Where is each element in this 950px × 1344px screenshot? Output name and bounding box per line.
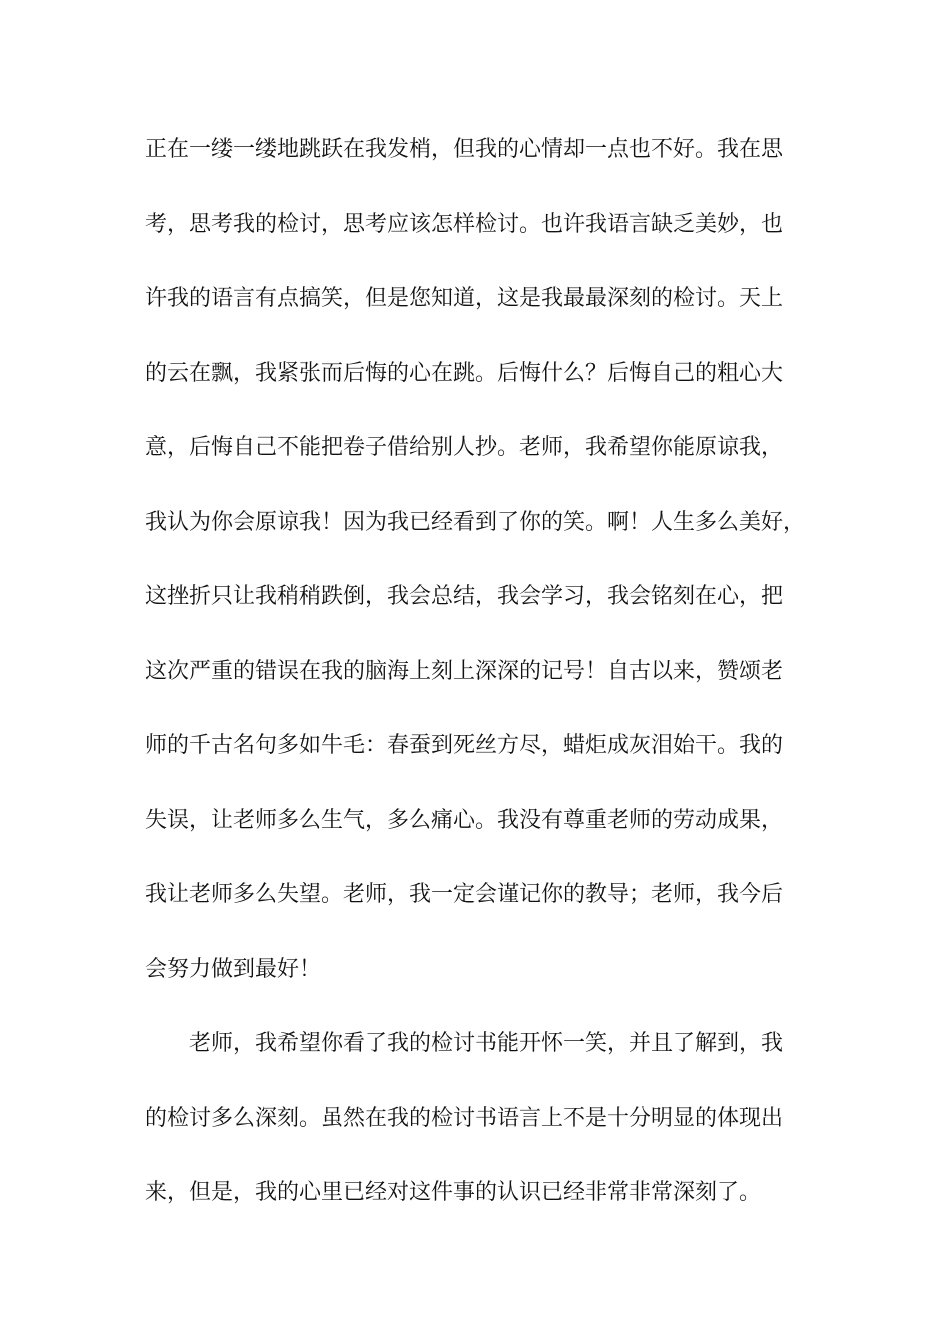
text-line: 意，后悔自己不能把卷子借给别人抄。老师，我希望你能原谅我， (145, 435, 784, 460)
text-line: 师的千古名句多如牛毛：春蚕到死丝方尽，蜡炬成灰泪始干。我的 (145, 733, 784, 758)
paragraph-start-line: 老师，我希望你看了我的检讨书能开怀一笑，并且了解到，我 (189, 1031, 784, 1056)
text-line: 许我的语言有点搞笑，但是您知道，这是我最最深刻的检讨。天上 (145, 286, 784, 311)
text-line: 我认为你会原谅我！因为我已经看到了你的笑。啊！人生多么美好， (145, 509, 806, 535)
text-line: 的检讨多么深刻。虽然在我的检讨书语言上不是十分明显的体现出 (145, 1105, 784, 1131)
text-line: 正在一缕一缕地跳跃在我发梢，但我的心情却一点也不好。我在思 (145, 137, 784, 162)
text-line: 来，但是，我的心里已经对这件事的认识已经非常非常深刻了。 (145, 1180, 762, 1205)
text-line: 的云在飘，我紧张而后悔的心在跳。后悔什么？后悔自己的粗心大 (145, 360, 784, 386)
body-text (145, 131, 845, 1249)
text-line: 考，思考我的检讨，思考应该怎样检讨。也许我语言缺乏美妙，也 (145, 211, 784, 237)
text-line: 这次严重的错误在我的脑海上刻上深深的记号！自古以来，赞颂老 (145, 658, 784, 684)
text-line: 我让老师多么失望。老师，我一定会谨记你的教导；老师，我今后 (145, 882, 784, 907)
text-line: 失误，让老师多么生气，多么痛心。我没有尊重老师的劳动成果， (145, 807, 784, 833)
text-line: 会努力做到最好！ (145, 956, 322, 982)
text-line: 这挫折只让我稍稍跌倒，我会总结，我会学习，我会铭刻在心，把 (145, 584, 784, 609)
